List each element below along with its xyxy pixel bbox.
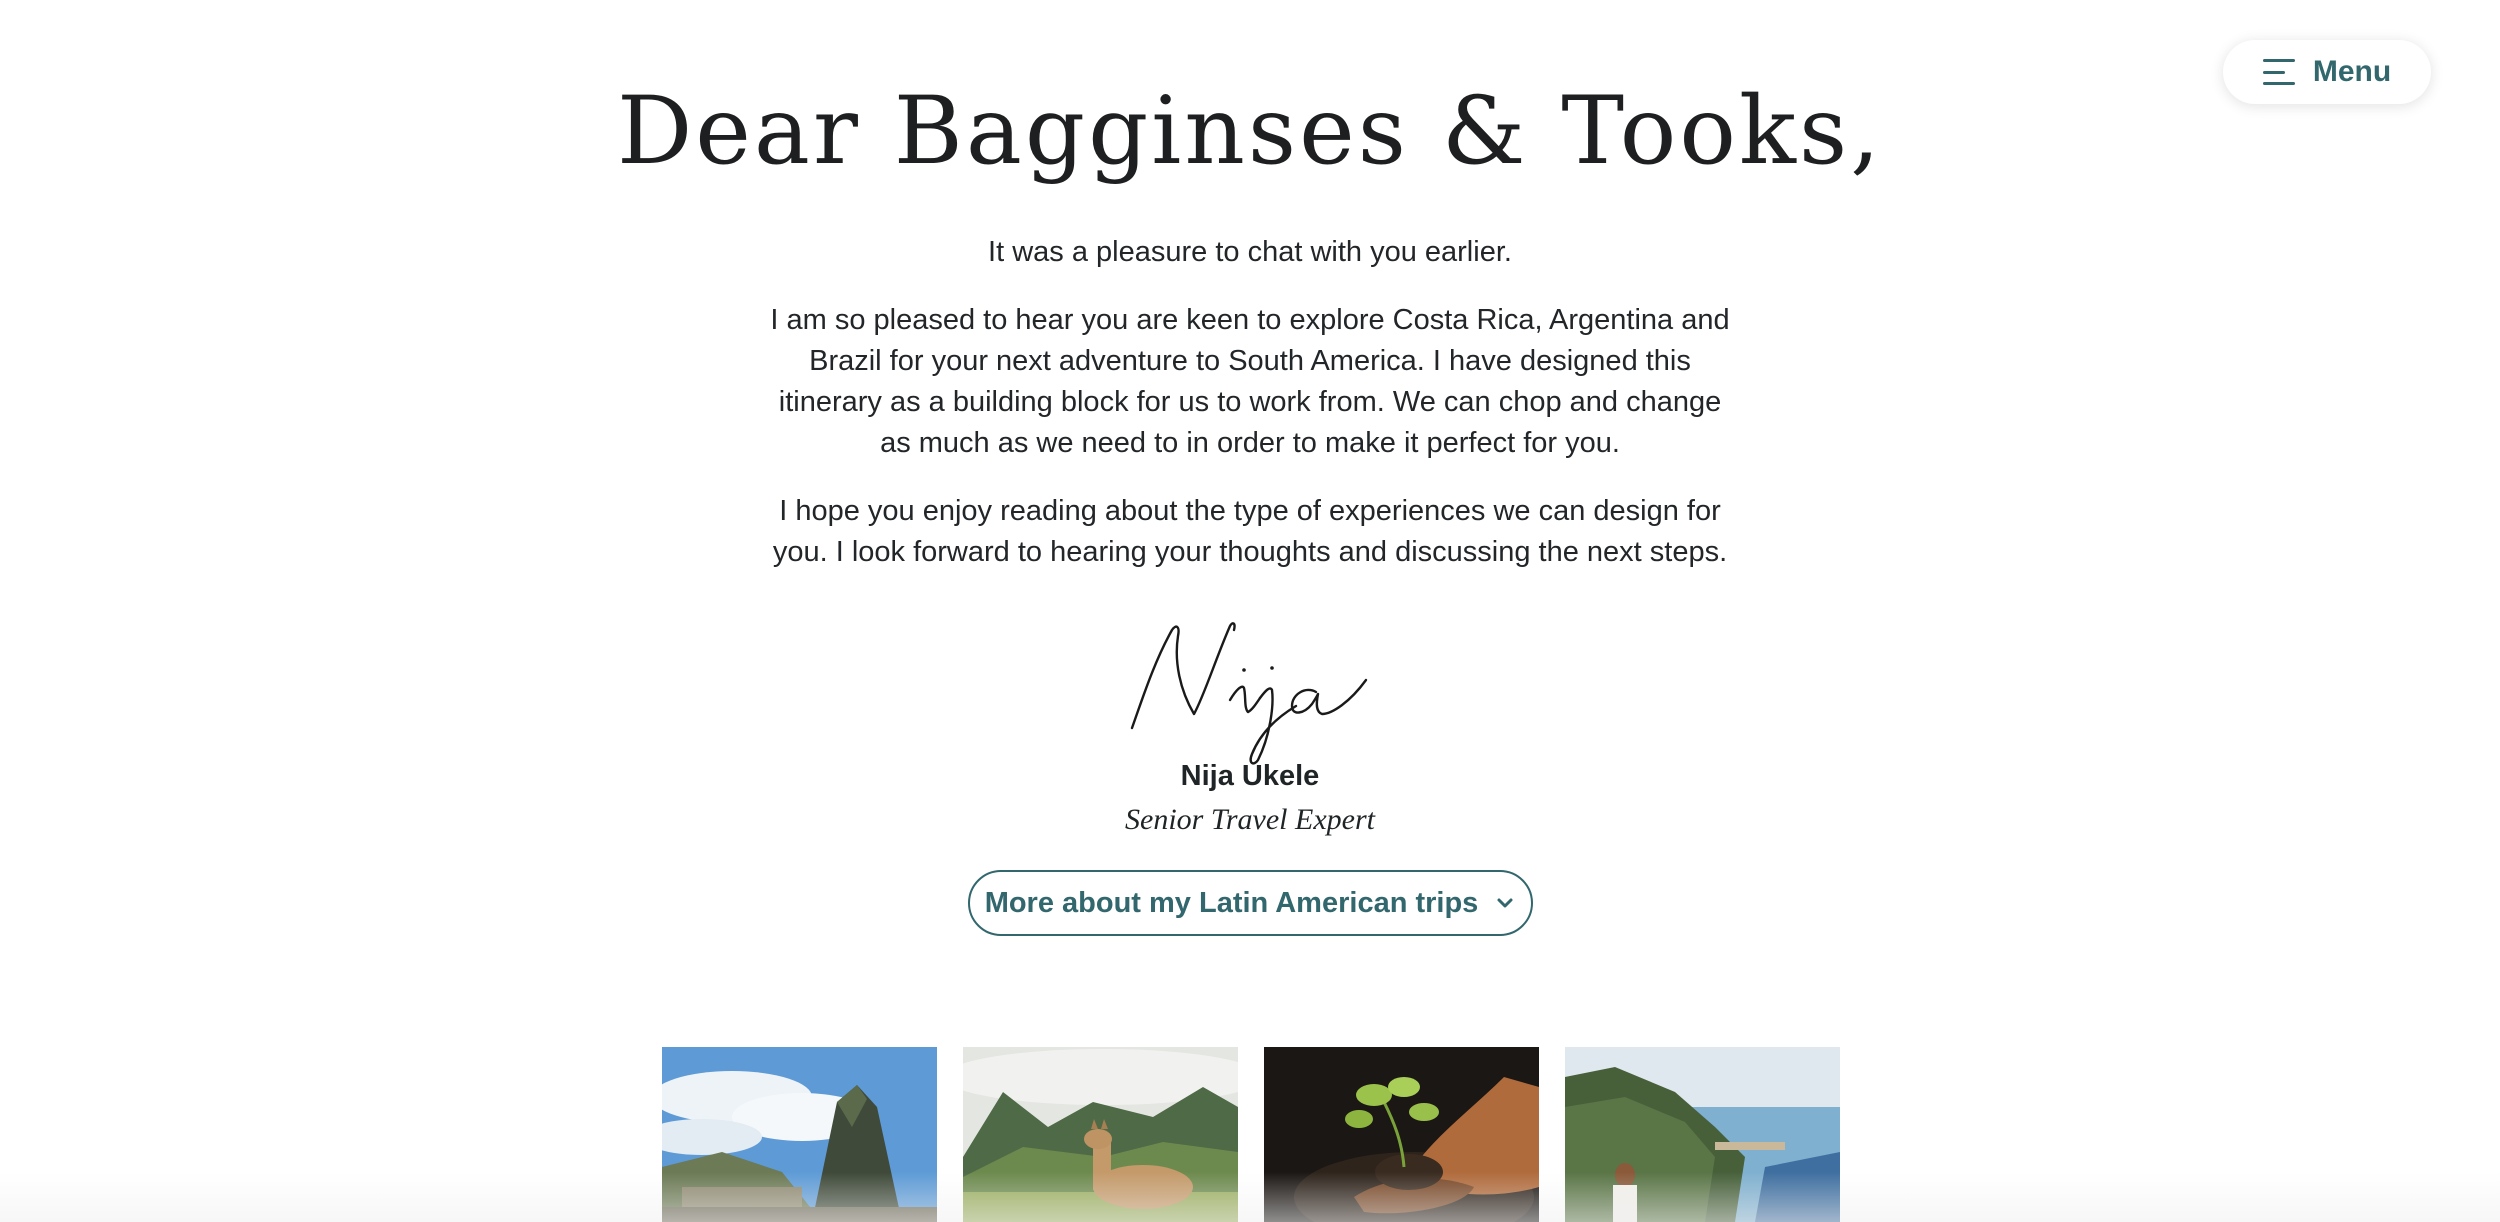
signature-image	[1120, 610, 1380, 770]
letter-paragraph: I hope you enjoy reading about the type of experiences we can design for you. I look forward to hearing your thoughts and discussing the next steps.	[772, 495, 1728, 568]
page-title: Dear Bagginses & Tooks,	[616, 77, 1884, 186]
photo-llama[interactable]	[963, 1047, 1238, 1222]
photo-coast[interactable]	[1565, 1047, 1840, 1222]
menu-label: Menu	[2312, 55, 2392, 88]
letter-paragraph: It was a pleasure to chat with you earlier.	[988, 236, 1512, 268]
photo-machu-picchu[interactable]	[662, 1047, 937, 1222]
signer-title: Senior Travel Expert	[1125, 803, 1375, 836]
signer-name: Nija Ukele	[1180, 760, 1320, 792]
bottom-fade	[0, 1172, 2500, 1222]
letter-body	[770, 232, 1730, 600]
more-trips-label: More about my Latin American trips	[984, 886, 1479, 919]
letter-paragraph: I am so pleased to hear you are keen to explore Costa Rica, Argentina and Brazil for your next adventure to South America. I have designed this itinerary as a building block for us to work from. We can chop and change as much as we need to in order to make it perfect for you.	[770, 304, 1730, 459]
photo-planting[interactable]	[1264, 1047, 1539, 1222]
chevron-down-icon	[1494, 892, 1516, 914]
more-trips-button[interactable]	[968, 870, 1533, 936]
